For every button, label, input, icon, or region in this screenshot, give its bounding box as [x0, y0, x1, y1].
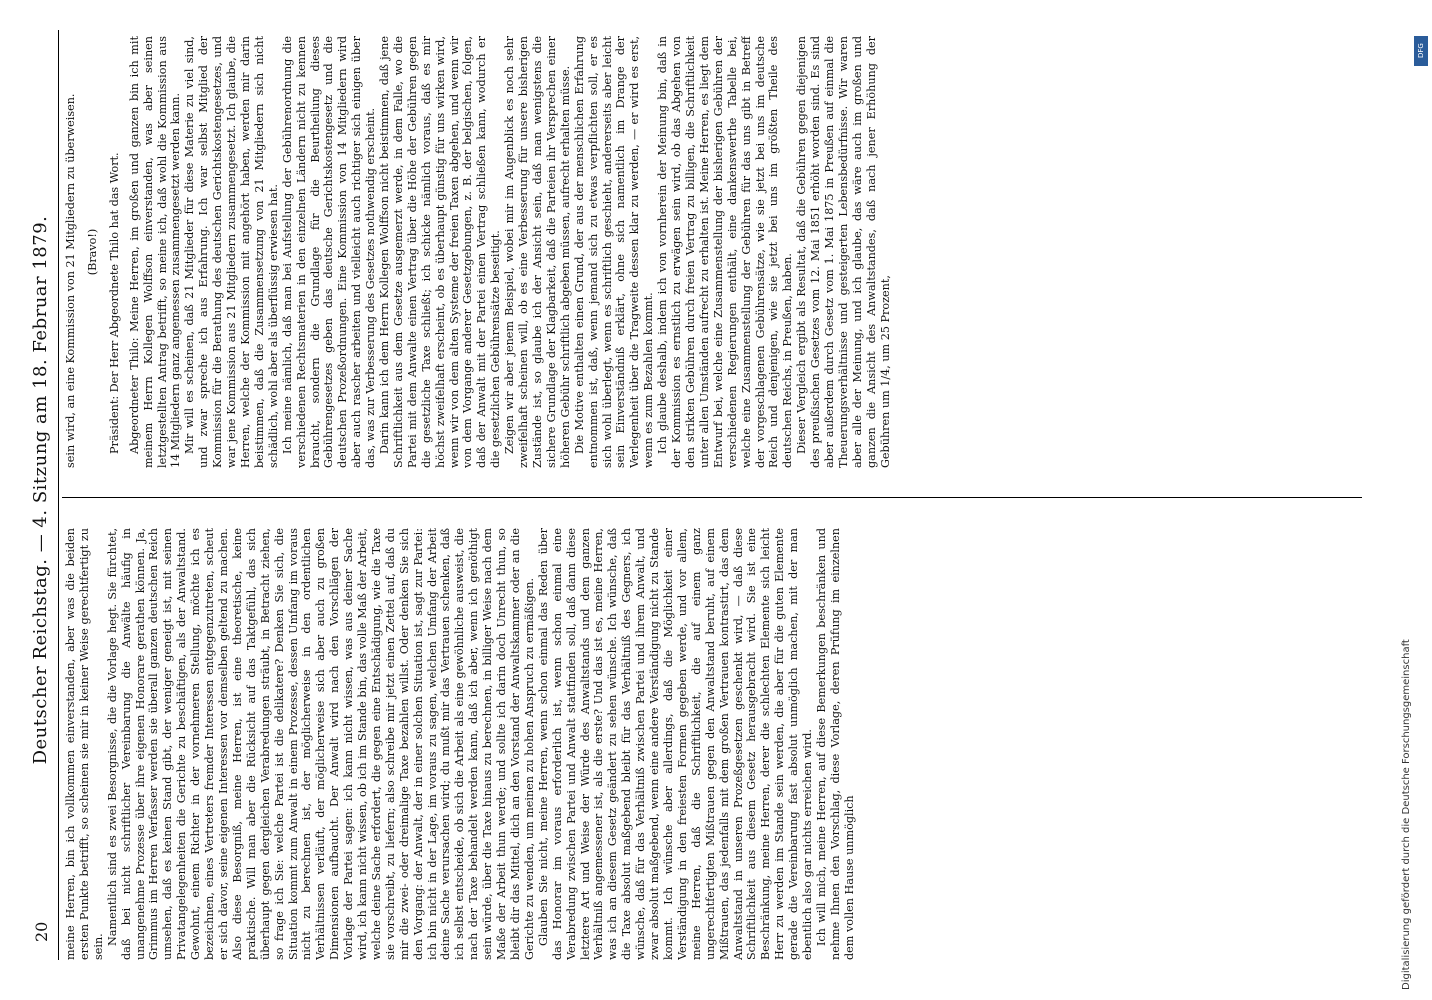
right-paragraph: Zeigen wir aber jenem Beispiel, wobei mir im Augenblick es noch sehr zweifelhaft scheinen will, ob es eine Verbesserung für unsere bisherigen Zustände ist, so glaube ich der Ansicht sein, daß man wenigstens die sichere Grundlage der Klagbarkeit, daß die Parteien ihr Versprechen einer höheren Gebühr schriftlich abgeben müssen, aufrecht erhalten müsse. [503, 36, 572, 468]
right-paragraph: Mir will es scheinen, daß 21 Mitglieder für diese Materie zu viel sind, und zwar spreche ich aus Erfahrung. Ich war selbst Mitglied der Kommission für die Berathung des deutschen Gerichtskostengesetzes, und war jene Kommission aus 21 Mitgliedern zusammengesetzt. Ich glaube, die Herren, welche der Kommission mit angehört haben, werden mir darin beistimmen, daß die Zusammensetzung von 21 Mitgliedern sich nicht schädlich, wohl aber als überflüssig erwiesen hat. [183, 36, 280, 468]
right-intro: sein wird, an eine Kommission von 21 Mitgliedern zu überweisen. [64, 93, 77, 468]
left-paragraph: meine Herren, bin ich vollkommen einverstanden, aber was die beiden ersten Punkte betrifft, so scheinen sie mir in keiner Weise gerechtfertigt zu sein. [64, 528, 105, 960]
left-paragraph: Ich will mich, meine Herren, auf diese Bemerkungen beschränken und nehme Ihnen den Vorschlag, diese Vorlage, deren Prüfung im einzelnen dem vollen Hause unmöglich [814, 528, 856, 960]
right-paragraph: Dieser Vergleich ergibt als Resultat, daß die Gebühren gegen diejenigen des preußischen Gesetzes vom 12. Mai 1851 erhöht worden sind. Es sind aber außerdem durch Gesetz vom 1. Mai 1875 in Preußen auf einmal die Theuerungsverhältnisse und gesteigerten Lebensbedürfnisse. Wir waren aber alle der Meinung, und ich glaube, das wäre auch im großen und ganzen die Ansicht des Anwaltstandes, daß nach jener Erhöhung der Gebühren um 1/4, um 25 Prozent, [795, 36, 892, 468]
left-column [64, 528, 1344, 960]
left-paragraph: Namentlich sind es zwei Besorgnisse, die die Vorlage hegt. Sie fürchtet, daß bei nicht schriftlicher Vereinbarung die Anwälte häufig in unangenehme Prozesse über ihre eigenen Honorare gerathen können. Ja, Grimmus im Herren Verfasser werden sie überall ganzen deutschen Reich umsehen, daß es keinen Stand gibt, der weniger geneigt ist, mit seinen Privatangelegenheiten die Gerichte zu beschäftigen, als der Anwaltstand. Gewohnt, einem Richter in der vornehmeren Stellung, möchte ich es bezeichnen, eines Vertreters fremder Interessen entgegenzutreten, scheut er sich davor, seine eigenen Interessen vor demselben geltend zu machen. Also diese Besorgniß, meine Herren, ist eine theoretische, keine praktische. Will man aber die Rücksicht auf das Taktgefühl, das sich überhaupt gegen dergleichen Verabredungen sträubt, in Betracht ziehen, so frage ich Sie: welche Partei ist die delikatere? Denken Sie sich, die Situation kommt zum Anwalt in einem Prozesse, dessen Umfang im voraus nicht zu berechnen ist, der möglicherweise in den ordentlichen Verhältnissen verläuft, der möglicherweise sich aber auch zu großen Dimensionen aufbaucht. Der Anwalt wird nach den Vorschlägen der Vorlage der Partei sagen: ich kann nicht wissen, was aus deiner Sache wird, ich kann nicht wissen, ob ich im Stande bin, das volle Maß der Arbeit, welche deine Sache erfordert, die gegen eine Entschädigung, wie die Taxe sie vorschreibt, zu liefern; also schreibe mir jetzt einen Zettel auf, daß du mir die zwei- oder dreimalige Taxe bezahlen willst. Oder denken Sie sich den Vorgang: der Anwalt, der in einer solchen Situation ist, sagt zur Partei: ich bin nicht in der Lage, im voraus zu sagen, welchen Umfang der Arbeit deine Sache verursachen wird; du mußt mir das Vertrauen schenken, daß ich selbst entscheide, ob sich die Arbeit als eine gewöhnliche ausweist, die nach der Taxe behandelt werden kann, daß ich aber, wenn ich genöthigt sein würde, über die Taxe hinaus zu berechnen, in billiger Weise nach dem Maße der Arbeit thun werde; und sollte ich darin doch Unrecht thun, so bleibt dir das Mittel, dich an den Vorstand der Anwaltskammer oder an die Gerichte zu wenden, um meinen zu hohen Anspruch zu ermäßigen. [105, 528, 536, 960]
president-line: Präsident: Der Herr Abgeordnete Thilo hat das Wort. [107, 152, 121, 454]
right-paragraph: Ich glaube deshalb, indem ich von vornherein der Meinung bin, daß in der Kommission es ernstlich zu erwägen sein wird, ob das Abgehen von den strikten Gebühren durch freien Vertrag zu billigen, die Schriftlichkeit unter allen Umständen aufrecht zu erhalten ist. Meine Herren, es liegt dem Entwurf bei, welche eine Zusammenstellung der bisherigen Gebühren der verschiedenen Regierungen enthält, eine dankenswerthe Tabelle bei, welche eine Zusammenstellung der Gebühren für das uns gibt in Betreff der vorgeschlagenen Gebührensätze, wie sie jetzt bei uns im deutsche Reich und denjenigen, wie sie jetzt bei uns im größten Theile des deutschen Reichs, in Preußen, haben. [656, 36, 795, 468]
dfg-logo: DFG [1414, 36, 1428, 66]
page-number: 20 [32, 921, 51, 942]
right-paragraph: Abgeordneter Thilo: Meine Herren, im großen und ganzen bin ich mit meinem Herrn Kollegen Wolffson einverstanden, was aber seinen letztgestellten Antrag betrifft, so meine ich, daß wohl die Kommission aus 14 Mitgliedern ganz angemessen zusammengesetzt werden kann. [127, 36, 183, 468]
header-rule [58, 30, 59, 960]
column-separator [62, 497, 1362, 498]
right-paragraph: Ich meine nämlich, daß man bei Aufstellung der Gebührenordnung die verschiedenen Rechtsmaterien in den einzelnen Ländern nicht zu kennen braucht, sondern die Grundlage für die Beurtheilung dieses Gebührengesetzes geben das deutsche Gerichtskostengesetz und die deutschen Prozeßordnungen. Eine Kommission von 14 Mitgliedern wird aber auch rascher arbeiten und vielleicht auch richtiger sich einigen über das, was zur Verbesserung des Gesetzes nothwendig erscheint. [280, 36, 378, 468]
right-paragraph: Darin kann ich dem Herrn Kollegen Wolffson nicht beistimmen, daß jene Schriftlichkeit aus dem Gesetze ausgemerzt werde, in dem Falle, wo die Partei mit dem Anwalte einen Vertrag über die Höhe der Gebühren gegen die gesetzliche Taxe schließt; ich schicke nämlich voraus, daß es mir höchst zweifelhaft erscheint, ob es überhaupt günstig für uns wirken wird, wenn wir von dem alten Systeme der freien Taxen abgehen, und wenn wir von dem Vorgange anderer Gesetzgebungen, z. B. der belgischen, folgen, daß der Anwalt mit der Partei einen Vertrag schließen kann, wodurch er die gesetzlichen Gebührensätze beseitigt. [378, 36, 503, 468]
right-paragraph: Die Motive enthalten einen Grund, der aus der menschlichen Erfahrung entnommen ist, daß, wenn jemand sich zu etwas verpflichten soll, er es sich wohl überlegt, wenn es schriftlich geschieht, andererseits aber leicht sein Einverständniß erklärt, ohne sich namentlich im Drange der Verlegenheit über die Tragweite dessen klar zu werden, — er wird es erst, wenn es zum Bezahlen kommt. [572, 36, 656, 468]
left-paragraph: Glauben Sie nicht, meine Herren, wenn schon einmal das Reden über das Honorar im voraus erforderlich ist, wenn schon einmal eine Verabredung zwischen Partei und Anwalt stattfinden soll, daß dann diese letztere Art und Weise der Würde des Anwaltstands und dem ganzen Verhältniß angemessener ist, als die erste? Und das ist es, meine Herren, was ich an diesem Gesetz geändert zu sehen wünsche. Ich wünsche, daß die Taxe absolut maßgebend bleibt für das Verhältniß des Gegners, ich wünsche, daß für das Verhältniß zwischen Partei und ihrem Anwalt, und zwar absolut maßgebend, wenn eine andere Verständigung nicht zu Stande kommt. Ich wünsche aber allerdings, daß die Möglichkeit einer Verständigung in den freiesten Formen gegeben werde, und vor allem, meine Herren, daß die Schriftlichkeit, die auf einem ganz ungerechtfertigten Mißtrauen gegen den Anwaltstand beruht, auf einem Mißtrauen, das jedenfalls mit dem großen Vertrauen kontrastirt, das dem Anwaltstand in unseren Prozeßgesetzen geschenkt wird, — daß diese Schriftlichkeit aus diesem Gesetz herausgebracht wird. Sie ist eine Beschränkung, meine Herren, derer die schlechten Elemente sich leicht Herr zu werden im Stande sein werden, die aber für die guten Elemente gerade die Vereinbarung fast absolut unmöglich machen, mit der man ebentlich also gar nichts erreichen wird. [536, 528, 815, 960]
page-title: Deutscher Reichstag. — 4. Sitzung am 18. Februar 1879. [30, 215, 51, 765]
right-column [64, 36, 1344, 468]
digitization-credit: Digitalisierung gefördert durch die Deutsche Forschungsgemeinschaft [1401, 639, 1412, 990]
page-header [18, 20, 58, 960]
applause-note: (Bravo!) [85, 228, 99, 276]
